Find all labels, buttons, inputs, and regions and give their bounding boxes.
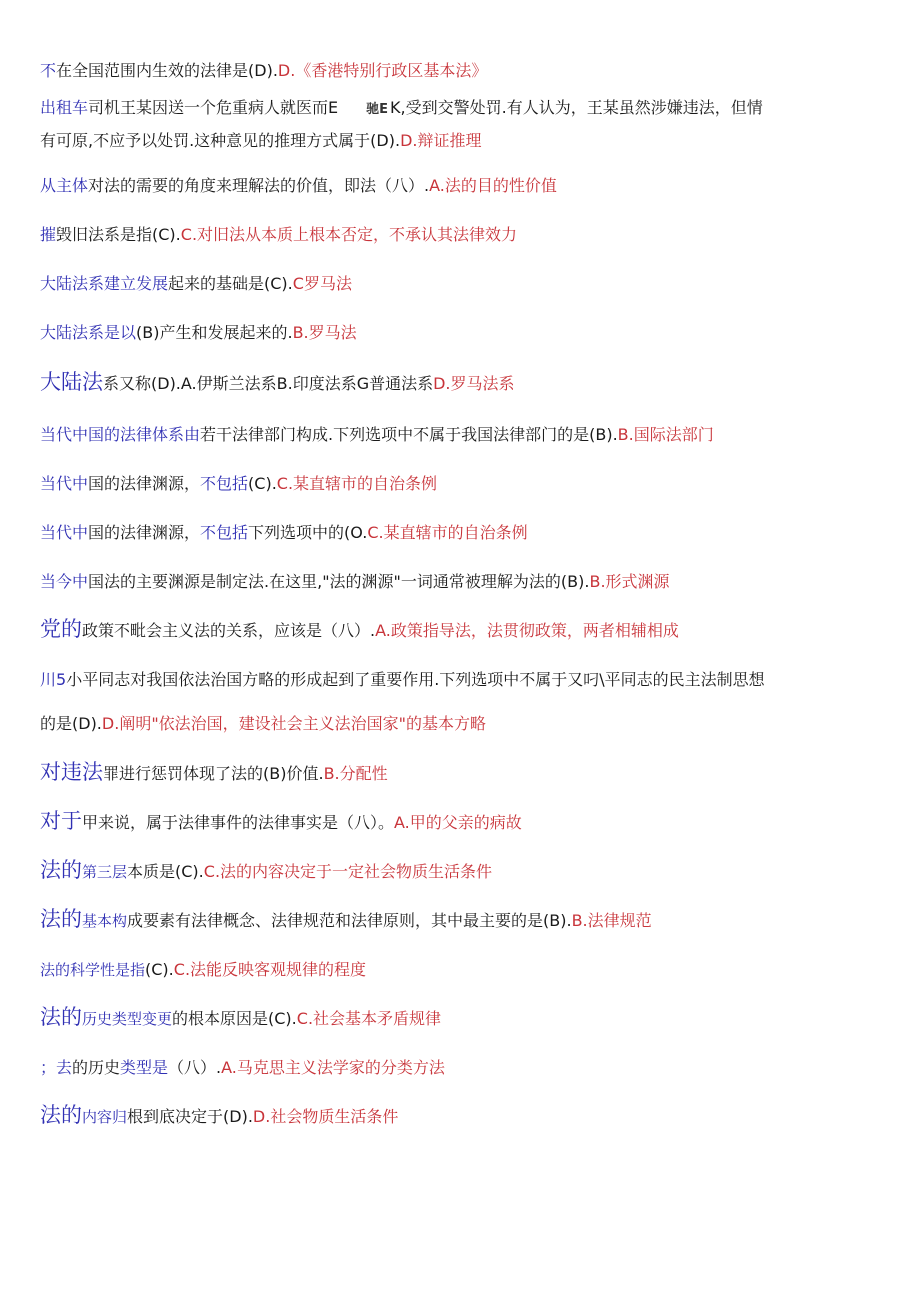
answer-text: C.社会基本矛盾规律 — [296, 1009, 442, 1028]
question-line — [40, 1057, 445, 1079]
answer-text: A.政策指导法，法贯彻政策，两者相辅相成 — [375, 621, 679, 640]
question-line — [40, 322, 357, 344]
answer-text: B.形式渊源 — [589, 572, 670, 591]
answer-text: C.对旧法从本质上根本否定，不承认其法律效力 — [180, 225, 518, 244]
question-line — [40, 859, 492, 883]
question-line-continued — [40, 713, 486, 735]
question-text: 毁旧法系是指(C). — [56, 225, 181, 244]
question-lead-secondary: 基本构 — [82, 912, 128, 930]
question-text: 甲来说，属于法律事件的法律事实是（八）。 — [82, 813, 395, 832]
question-lead: 大陆法系是以 — [40, 323, 137, 342]
answer-text: B.分配性 — [323, 764, 388, 783]
question-lead: 当代中 — [40, 474, 89, 493]
question-text: 国法的主要渊源是制定法.在这里,"法的渊源"一词通常被理解为法的(B). — [88, 572, 590, 591]
answer-text: D.辩证推理 — [400, 131, 482, 150]
question-line — [40, 1006, 441, 1030]
question-text: 下列选项中的(O. — [248, 523, 368, 542]
question-lead: 川5 — [40, 670, 67, 689]
question-line — [40, 1104, 398, 1128]
question-line — [40, 761, 388, 785]
question-line — [40, 60, 487, 82]
question-lead-secondary: 类型是 — [120, 1058, 169, 1077]
question-text: (B)产生和发展起来的. — [136, 323, 293, 342]
question-lead-secondary: 历史类型变更 — [82, 1010, 173, 1028]
question-lead: 当代中 — [40, 523, 89, 542]
question-text: 小平同志对我国依法治国方略的形成起到了重要作用.下列选项中不属于又叼\平同志的民主法制思想 — [66, 670, 765, 689]
question-text: （八）. — [168, 1058, 222, 1077]
answer-text: C.法能反映客观规律的程度 — [173, 960, 367, 979]
question-lead: 法的 — [40, 858, 82, 882]
question-lead: 法的 — [40, 1103, 82, 1127]
answer-text: D.罗马法系 — [433, 374, 515, 393]
question-lead: 法的 — [40, 907, 82, 931]
question-lead: ；去 — [40, 1058, 73, 1077]
question-lead: 大陆法系建立发展 — [40, 274, 169, 293]
question-line — [40, 618, 679, 642]
answer-text: C.某直辖市的自治条例 — [367, 523, 528, 542]
question-text: 成要素有法律概念、法律规范和法律原则，其中最主要的是(B). — [127, 911, 572, 930]
question-lead-secondary: 不包括 — [200, 523, 249, 542]
answer-text: C.法的内容决定于一定社会物质生活条件 — [203, 862, 493, 881]
answer-text: C.某直辖市的自治条例 — [276, 474, 438, 493]
question-line — [40, 959, 366, 981]
question-text: K,受到交警处罚.有人认为，王某虽然涉嫌违法，但情 — [390, 98, 763, 117]
answer-text: C罗马法 — [292, 274, 352, 293]
question-line — [40, 908, 652, 932]
answer-text: A.甲的父亲的病故 — [394, 813, 522, 832]
question-line — [40, 175, 557, 197]
question-text: (C). — [248, 474, 277, 493]
question-line — [40, 224, 517, 246]
question-text: (C). — [145, 960, 174, 979]
question-lead: 法的 — [40, 1005, 82, 1029]
question-line — [40, 810, 522, 834]
question-line — [40, 571, 670, 593]
question-text: 的历史 — [72, 1058, 121, 1077]
question-text: 的根本原因是(C). — [172, 1009, 297, 1028]
question-line — [40, 473, 437, 495]
question-lead: 当代中国的法律体系由 — [40, 425, 201, 444]
question-lead: 对于 — [40, 809, 82, 833]
answer-text: A.马克思主义法学家的分类方法 — [221, 1058, 445, 1077]
question-text: 系又称(D).A.伊斯兰法系B.印度法系G普通法系 — [103, 374, 434, 393]
question-lead-secondary: 内容归 — [82, 1108, 128, 1126]
answer-text: B.罗马法 — [292, 323, 357, 342]
question-text: 的是(D). — [40, 714, 102, 733]
question-lead-secondary: 第三层 — [82, 863, 128, 881]
question-lead: 对违法 — [40, 760, 103, 784]
question-line — [40, 273, 352, 295]
answer-text: A.法的目的性价值 — [429, 176, 557, 195]
question-lead: 摧 — [40, 225, 57, 244]
question-text: 若干法律部门构成.下列选项中不属于我国法律部门的是(B). — [200, 425, 618, 444]
question-text: 本质是(C). — [127, 862, 204, 881]
question-lead: 党的 — [40, 617, 82, 641]
answer-text: B.国际法部门 — [617, 425, 714, 444]
question-text: 罪进行惩罚体现了法的(B)价值. — [103, 764, 324, 783]
question-text: 有可原,不应予以处罚.这种意见的推理方式属于(D). — [40, 131, 401, 150]
answer-text: D.《香港特别行政区基本法》 — [277, 61, 488, 80]
question-line — [40, 522, 528, 544]
question-line — [40, 371, 515, 395]
question-lead: 法的科学性是指 — [40, 961, 146, 979]
question-text: 起来的基础是(C). — [168, 274, 293, 293]
question-line — [40, 97, 763, 121]
answer-text: D.社会物质生活条件 — [252, 1107, 399, 1126]
question-text: 国的法律渊源， — [88, 523, 201, 542]
answer-text: D.阐明"依法治国，建设社会主义法治国家"的基本方略 — [101, 714, 487, 733]
question-lead-secondary: 不包括 — [200, 474, 249, 493]
garbled-glyph: 驰E — [366, 102, 389, 117]
question-text: 司机王某因送一个危重病人就医而E — [88, 98, 339, 117]
question-lead: 大陆法 — [40, 370, 103, 394]
question-lead: 从主体 — [40, 176, 89, 195]
question-lead: 不 — [40, 61, 57, 80]
question-text: 根到底决定于(D). — [127, 1107, 253, 1126]
question-text: 在全国范围内生效的法律是(D). — [56, 61, 278, 80]
question-line — [40, 424, 714, 446]
question-lead: 出租车 — [40, 98, 89, 117]
question-text: 国的法律渊源， — [88, 474, 201, 493]
question-lead: 当今中 — [40, 572, 89, 591]
answer-text: B.法律规范 — [571, 911, 652, 930]
question-line — [40, 669, 765, 691]
question-line-continued — [40, 130, 482, 152]
question-text: 政策不毗会主义法的关系，应该是（八）. — [82, 621, 376, 640]
question-text: 对法的需要的角度来理解法的价值，即法（八）. — [88, 176, 430, 195]
